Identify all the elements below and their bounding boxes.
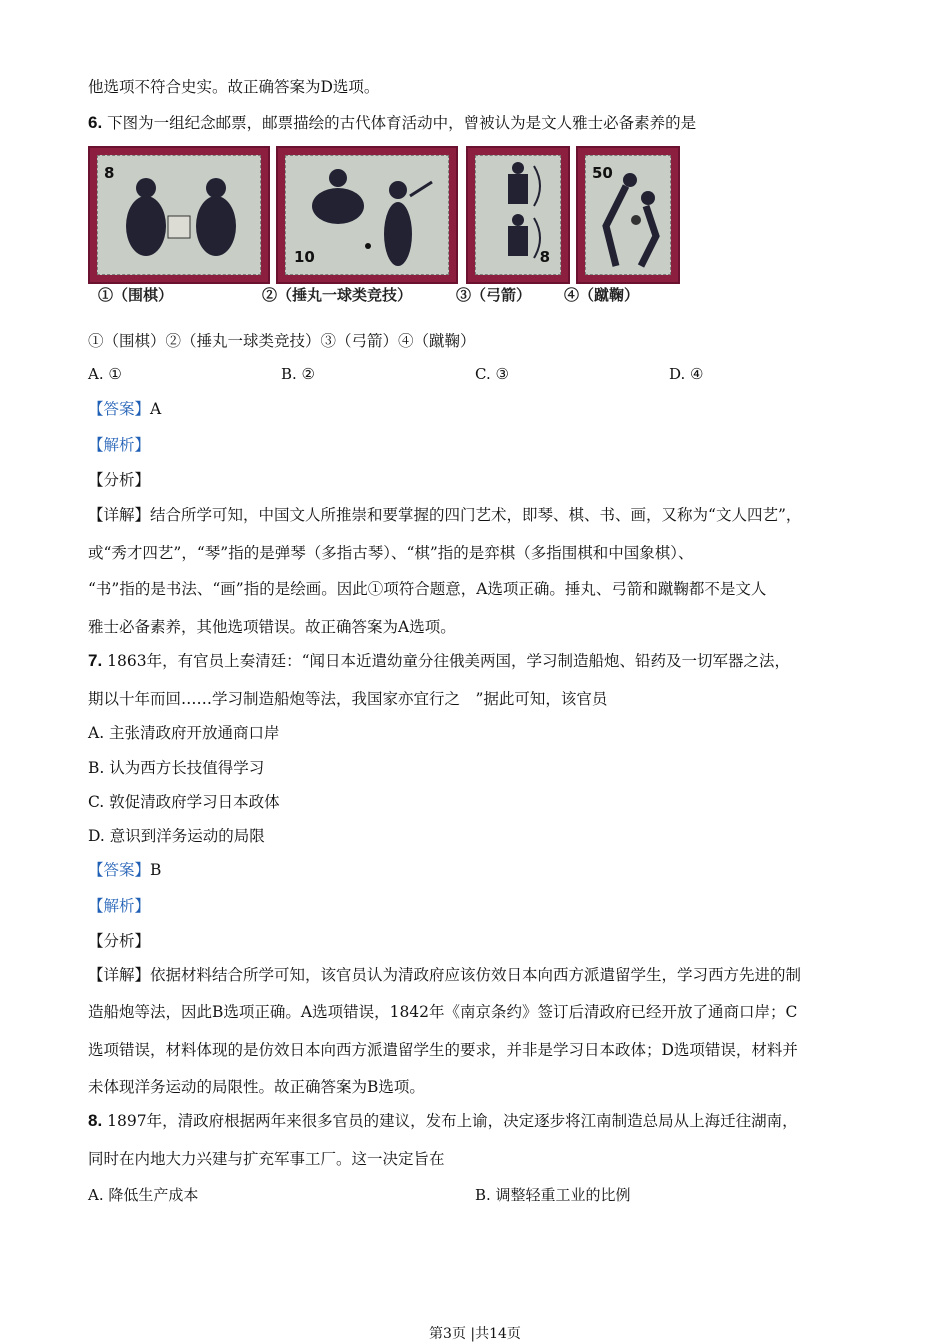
- option-d: D. ④: [669, 365, 704, 383]
- answer-value: A: [150, 400, 162, 418]
- analysis-label: 【解析】: [88, 897, 151, 915]
- answer-line: [88, 398, 161, 420]
- question-text: 1863年，有官员上奏清廷：“闻日本近遣幼童分往俄美两国，学习制造船炮、铅药及一切军器之法，: [107, 652, 790, 670]
- text-line: 或“秀才四艺”，“琴”指的是弹琴（多指古琴）、“棋”指的是弈棋（多指围棋和中国象棋）、: [88, 544, 694, 562]
- stamp-cuju: [576, 146, 680, 284]
- text-line: 未体现洋务运动的局限性。故正确答案为B选项。: [88, 1078, 425, 1096]
- analysis-label: 【解析】: [88, 436, 151, 454]
- option-b: B. ②: [281, 365, 316, 383]
- detail-label: 【详解】: [88, 966, 151, 984]
- page-footer: 第3页 |共14页: [429, 1326, 521, 1342]
- text-line: “书”指的是书法、“画”指的是绘画。因此①项符合题意，A选项正确。捶丸、弓箭和蹴鞠都不是文人: [88, 580, 767, 598]
- option-a: A. 主张清政府开放通商口岸: [88, 724, 280, 742]
- question-number: 8.: [88, 1111, 103, 1130]
- stamp-caption: ①（围棋）: [98, 286, 174, 304]
- option-a: A. 降低生产成本: [88, 1186, 199, 1204]
- text-line: ①（围棋）②（捶丸一球类竞技）③（弓箭）④（蹴鞠）: [88, 332, 476, 350]
- stamp-chuiwan: [276, 146, 458, 284]
- fenxi-label: 【分析】: [88, 471, 151, 489]
- option-c: C. 敦促清政府学习日本政体: [88, 793, 280, 811]
- option-a: A. ①: [88, 365, 122, 383]
- text-line: 雅士必备素养，其他选项错误。故正确答案为A选项。: [88, 618, 456, 636]
- answer-line: [88, 859, 161, 881]
- question-6: [88, 112, 696, 134]
- detail-text: 结合所学可知，中国文人所推崇和要掌握的四门艺术，即琴、棋、书、画，又称为“文人四艺”，: [150, 506, 802, 524]
- stamp-archery: [466, 146, 570, 284]
- archers-illustration: [476, 156, 564, 278]
- detail-line: [88, 964, 801, 986]
- question-number: 7.: [88, 651, 103, 670]
- text-line: 同时在内地大力兴建与扩充军事工厂。这一决定旨在: [88, 1150, 445, 1168]
- answer-label: 【答案】: [88, 861, 151, 879]
- stamp-caption: ④（蹴鞠）: [564, 286, 640, 304]
- question-text: 1897年，清政府根据两年来很多官员的建议，发布上谕，决定逐步将江南制造总局从上海迁往湖南，: [107, 1112, 798, 1130]
- stamp-value: 10: [294, 248, 315, 266]
- text-line: 选项错误，材料体现的是仿效日本向西方派遣留学生的要求，并非是学习日本政体；D选项错误，材料并: [88, 1041, 798, 1059]
- go-players-illustration: [98, 156, 264, 278]
- detail-label: 【详解】: [88, 506, 151, 524]
- option-d: D. 意识到洋务运动的局限: [88, 827, 265, 845]
- text-line: 造船炮等法，因此B选项正确。A选项错误，1842年《南京条约》签订后清政府已经开放了通商口岸；C: [88, 1003, 798, 1021]
- question-7: [88, 650, 790, 672]
- text-line: 他选项不符合史实。故正确答案为D选项。: [88, 78, 380, 96]
- stamp-figure: [88, 146, 680, 286]
- option-b: B. 调整轻重工业的比例: [475, 1186, 631, 1204]
- question-number: 6.: [88, 113, 103, 132]
- stamp-go: [88, 146, 270, 284]
- text-line: 期以十年而回……学习制造船炮等法，我国家亦宜行之 ”据此可知，该官员: [88, 690, 608, 708]
- question-8: [88, 1110, 798, 1132]
- option-b: B. 认为西方长技值得学习: [88, 759, 265, 777]
- answer-label: 【答案】: [88, 400, 151, 418]
- stamp-caption: ②（捶丸一球类竞技）: [262, 286, 413, 304]
- detail-text: 依据材料结合所学可知，该官员认为清政府应该仿效日本向西方派遣留学生，学习西方先进的制: [150, 966, 802, 984]
- stamp-value: 8: [104, 164, 115, 182]
- option-c: C. ③: [475, 365, 509, 383]
- question-text: 下图为一组纪念邮票，邮票描绘的古代体育活动中，曾被认为是文人雅士必备素养的是: [107, 114, 697, 132]
- fenxi-label: 【分析】: [88, 932, 151, 950]
- stamp-caption: ③（弓箭）: [456, 286, 532, 304]
- stamp-value: 8: [539, 248, 550, 266]
- detail-line: [88, 504, 801, 526]
- stamp-value: 50: [592, 164, 613, 182]
- answer-value: B: [150, 861, 162, 879]
